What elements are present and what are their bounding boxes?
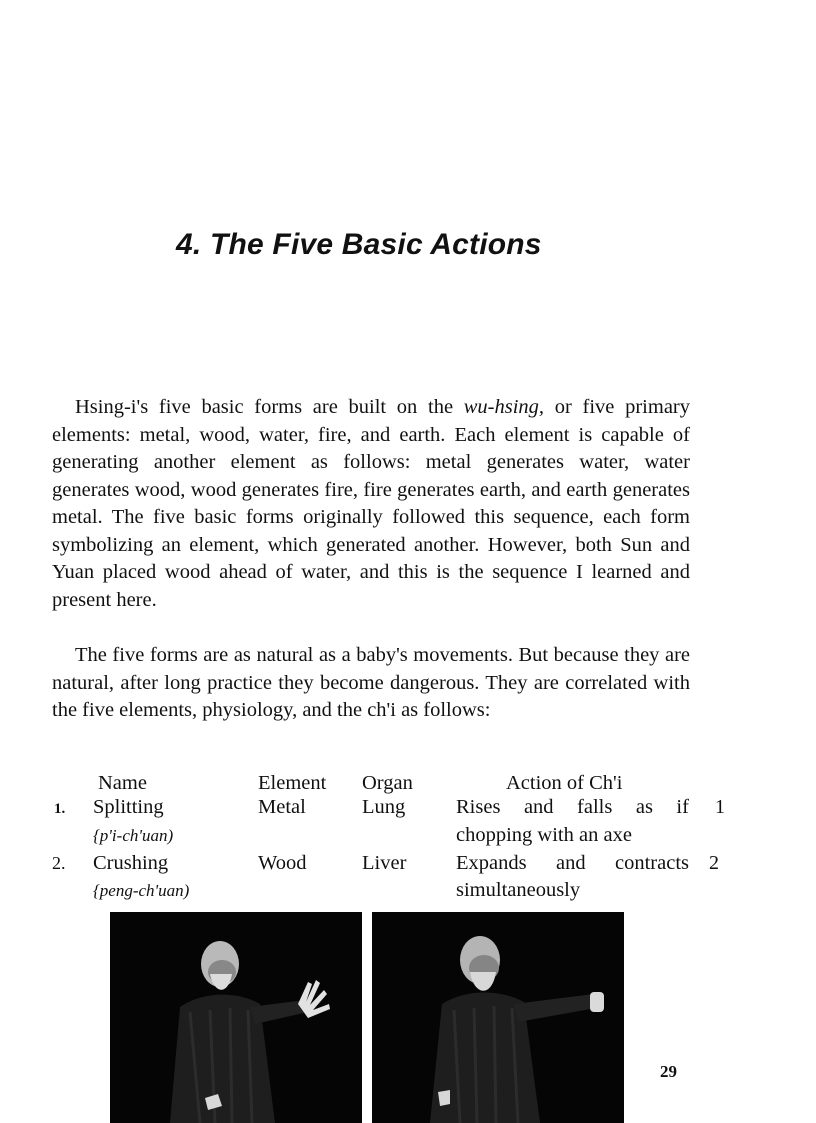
row-element: Wood	[258, 852, 307, 874]
row-action-line1	[456, 795, 689, 819]
row-organ: Lung	[362, 796, 406, 818]
practitioner-figure	[110, 912, 362, 1123]
paragraph-text: or five primary elements: metal, wood, water, fire, and earth. Each element is capable of generating another element as follows: metal generates water, water generates wood, wood generates fire, fire generates earth, and earth generates metal. The five basic forms originally followed this sequence, each form symbolizing an element, which generated another. However, both Sun and Yuan placed wood ahead of water, and this is the sequence I learned and present here.	[52, 396, 691, 611]
paragraph-text: The five forms are as natural as a baby's movements. But because they are natural, after long practice they become dangerous. They are correlated with the five elements, physiology, and the ch'i as follows:	[52, 644, 690, 721]
header-action: Action of Ch'i	[506, 772, 623, 794]
correlation-paragraph	[52, 642, 690, 725]
row-pinyin: {p'i-ch'uan)	[93, 826, 174, 845]
header-organ: Organ	[362, 772, 413, 794]
side-number: 1	[715, 796, 725, 818]
chapter-title: 4. The Five Basic Actions	[176, 228, 542, 261]
photo-crushing	[372, 912, 624, 1123]
row-pinyin: {peng-ch'uan)	[93, 881, 190, 900]
action-word: as	[635, 796, 653, 818]
action-word: and	[556, 852, 586, 874]
row-name: Splitting	[93, 796, 164, 818]
photo-splitting	[110, 912, 362, 1123]
header-name: Name	[98, 772, 147, 794]
action-word: and	[523, 796, 554, 818]
side-number: 2	[709, 852, 719, 874]
intro-paragraph	[52, 394, 690, 614]
row-organ: Liver	[362, 852, 407, 874]
row-action-line2: chopping with an axe	[456, 824, 632, 846]
practitioner-figure	[372, 912, 624, 1123]
action-word: contracts	[615, 852, 689, 874]
italic-term: wu-hsing,	[463, 396, 545, 418]
row-action-line1	[456, 851, 689, 875]
row-number: 2.	[52, 853, 66, 873]
row-number: 1.	[54, 801, 66, 817]
action-word: if	[676, 796, 689, 818]
action-word: Rises	[456, 796, 501, 818]
row-element: Metal	[258, 796, 306, 818]
page-number: 29	[660, 1062, 677, 1081]
action-word: Expands	[456, 852, 527, 874]
action-word: falls	[577, 796, 613, 818]
row-name: Crushing	[93, 852, 169, 874]
paragraph-text: Hsing-i's five basic forms are built on the	[75, 396, 464, 418]
header-element: Element	[258, 772, 327, 794]
row-action-line2: simultaneously	[456, 879, 581, 901]
